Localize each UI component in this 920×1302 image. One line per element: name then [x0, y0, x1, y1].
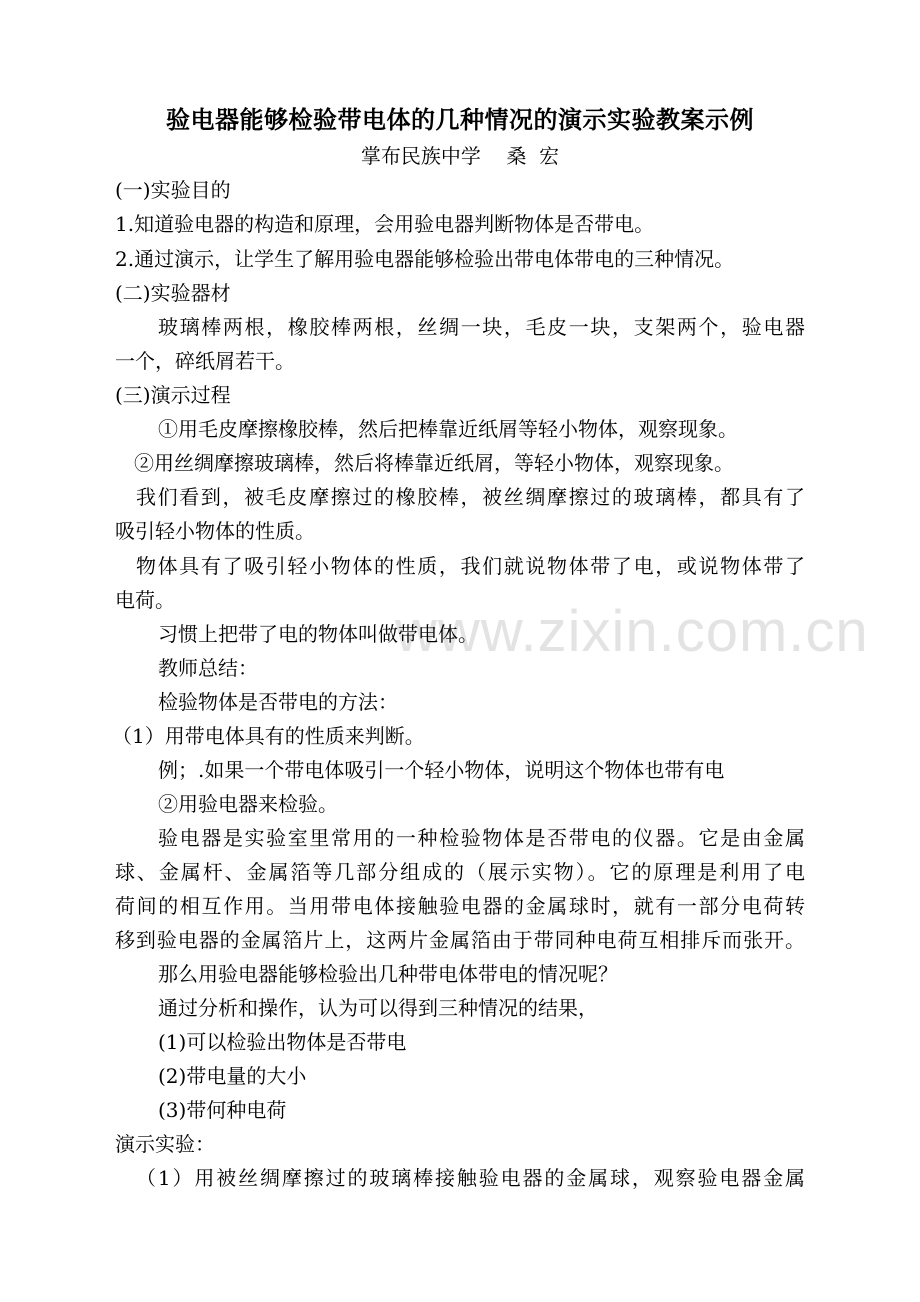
paragraph-line: ②用验电器来检验。 — [158, 792, 338, 816]
section-heading-process: (三)演示过程 — [115, 383, 231, 407]
paragraph-line: 通过分析和操作，认为可以得到三种情况的结果， — [158, 996, 598, 1020]
paragraph-line: 一个，碎纸屑若干。 — [115, 349, 295, 373]
list-item: (1)可以检验出物体是否带电 — [158, 1030, 407, 1054]
paragraph-line: 那么用验电器能够检验出几种带电体带电的情况呢？ — [158, 962, 618, 986]
section-heading-purpose: (一)实验目的 — [115, 178, 231, 202]
paragraph-line: 玻璃棒两根，橡胶棒两根，丝绸一块，毛皮一块，支架两个，验电器 — [158, 315, 805, 339]
paragraph-line: 2.通过演示，让学生了解用验电器能够检验出带电体带电的三种情况。 — [115, 247, 735, 271]
paragraph-line: ①用毛皮摩擦橡胶棒，然后把棒靠近纸屑等轻小物体，观察现象。 — [158, 417, 738, 441]
paragraph-line: 习惯上把带了电的物体叫做带电体。 — [158, 622, 478, 646]
list-item: (2)带电量的大小 — [158, 1064, 307, 1088]
paragraph-line: 1.知道验电器的构造和原理，会用验电器判断物体是否带电。 — [115, 212, 655, 236]
paragraph-line: 检验物体是否带电的方法： — [158, 690, 398, 714]
document-author: 掌布民族中学 桑 宏 — [360, 144, 560, 168]
paragraph-line: 球、金属杆、金属箔等几部分组成的（展示实物）。它的原理是利用了电 — [115, 860, 805, 884]
paragraph-line: 吸引轻小物体的性质。 — [115, 519, 315, 543]
paragraph-line: 验电器是实验室里常用的一种检验物体是否带电的仪器。它是由金属 — [158, 826, 805, 850]
paragraph-line: ②用丝绸摩擦玻璃棒，然后将棒靠近纸屑，等轻小物体，观察现象。 — [134, 451, 734, 475]
paragraph-line: 移到验电器的金属箔片上，这两片金属箔由于带同种电荷互相排斥而张开。 — [115, 928, 805, 952]
paragraph-line: 例；.如果一个带电体吸引一个轻小物体，说明这个物体也带有电 — [158, 758, 725, 782]
paragraph-line: （1）用被丝绸摩擦过的玻璃棒接触验电器的金属球，观察验电器金属 — [136, 1166, 805, 1190]
paragraph-line: 教师总结： — [158, 656, 258, 680]
paragraph-line: 物体具有了吸引轻小物体的性质，我们就说物体带了电，或说物体带了 — [136, 554, 805, 578]
paragraph-line: 我们看到，被毛皮摩擦过的橡胶棒，被丝绸摩擦过的玻璃棒，都具有了 — [136, 485, 805, 509]
paragraph-line: 荷间的相互作用。当用带电体接触验电器的金属球时，就有一部分电荷转 — [115, 894, 805, 918]
paragraph-line: （1）用带电体具有的性质来判断。 — [112, 724, 425, 748]
watermark: www.zixin.com.cn — [395, 599, 869, 664]
section-heading-demo: 演示实验： — [115, 1132, 215, 1156]
document-title: 验电器能够检验带电体的几种情况的演示实验教案示例 — [166, 105, 754, 134]
list-item: (3)带何种电荷 — [158, 1098, 287, 1122]
section-heading-materials: (二)实验器材 — [115, 281, 231, 305]
paragraph-line: 电荷。 — [115, 588, 175, 612]
